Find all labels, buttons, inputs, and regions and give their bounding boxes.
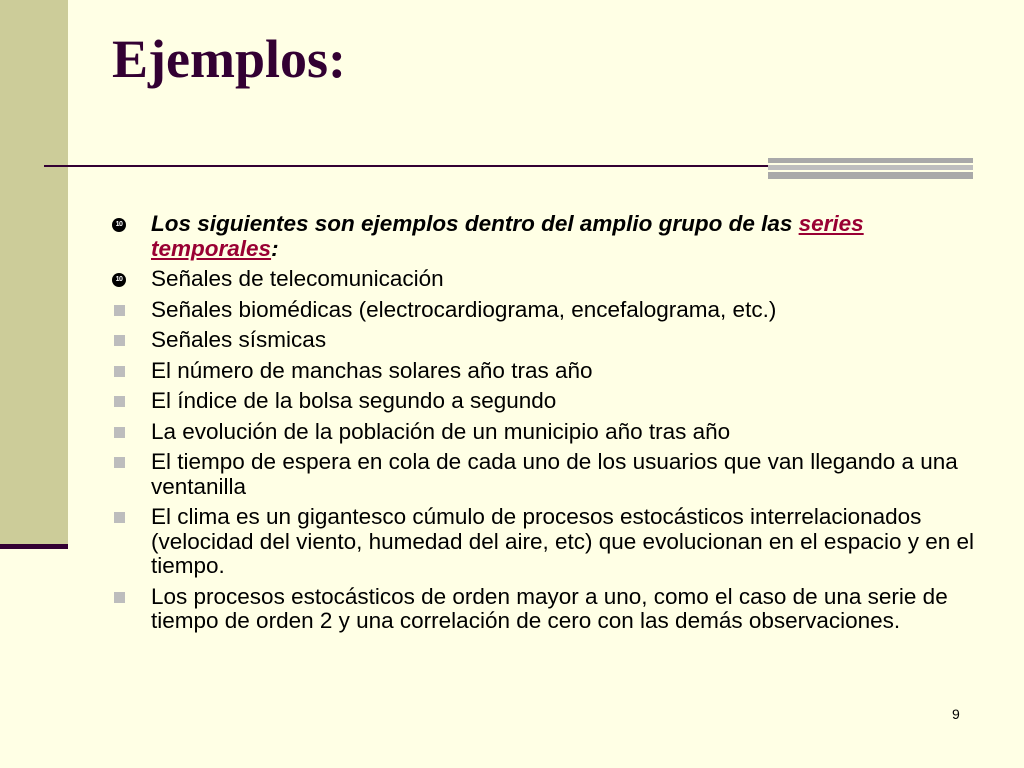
bullet-text: Los procesos estocásticos de orden mayor a uno, como el caso de una serie de tiempo de orden 2 y una correlación de cero con las demás observaciones. (151, 583, 948, 633)
left-accent-bar (0, 0, 68, 548)
series-temporales-link[interactable]: series temporales (151, 211, 864, 261)
square-bullet-icon (114, 427, 125, 438)
slide-title: Ejemplos: (112, 29, 346, 89)
bullet-list (110, 212, 990, 640)
bullet-text: El tiempo de espera en cola de cada uno de los usuarios que van llegando a una ventanilla (151, 449, 958, 499)
bullet-text: El índice de la bolsa segundo a segundo (151, 388, 557, 413)
bullet-text: Los siguientes son ejemplos dentro del amplio grupo de las (151, 211, 799, 236)
bullet-item (110, 389, 990, 414)
square-bullet-icon (114, 512, 125, 523)
bullet-item (110, 328, 990, 353)
bullet-item (110, 212, 990, 261)
slide-number: 9 (952, 706, 960, 722)
bullet-text: La evolución de la población de un municipio año tras año (151, 418, 731, 444)
bullet-item (110, 267, 990, 292)
bullet-item (110, 505, 990, 579)
bullet-item (110, 298, 990, 323)
square-bullet-icon (114, 366, 125, 377)
square-bullet-icon (114, 396, 125, 407)
bullet-item (110, 450, 990, 499)
square-bullet-icon (114, 592, 125, 603)
accent-stripes (768, 158, 973, 180)
circle-number-icon: 10 (112, 273, 126, 287)
bullet-item (110, 420, 990, 445)
bullet-text: Señales biomédicas (electrocardiograma, encefalograma, etc.) (151, 296, 777, 322)
bullet-text-suffix: : (271, 235, 279, 261)
title-divider (44, 165, 774, 167)
bullet-text: Señales sísmicas (151, 327, 327, 352)
square-bullet-icon (114, 335, 125, 346)
bullet-item (110, 585, 990, 634)
square-bullet-icon (114, 457, 125, 468)
square-bullet-icon (114, 305, 125, 316)
bullet-item (110, 359, 990, 384)
left-accent-line (0, 544, 68, 549)
circle-number-icon: 10 (112, 218, 126, 232)
bullet-text: Señales de telecomunicación (151, 266, 444, 291)
bullet-text: El número de manchas solares año tras año (151, 357, 593, 383)
bullet-text: El clima es un gigantesco cúmulo de procesos estocásticos interrelacionados (velocidad del viento, humedad del aire, etc) que evolucionan en el espacio y en el tiempo. (151, 504, 975, 578)
